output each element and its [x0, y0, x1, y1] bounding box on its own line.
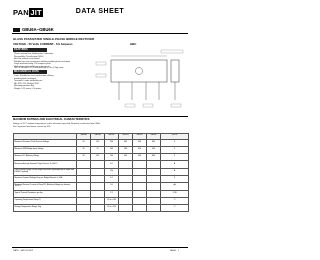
value-cell — [77, 175, 91, 182]
feature-item: Surge overload rating: 150 amperes peak — [14, 63, 51, 66]
value-cell — [91, 175, 105, 182]
package-outline-drawing — [91, 48, 187, 116]
parameter-cell: Maximum Forward Voltage Drop per Bridge Element at 3.0A — [14, 175, 77, 182]
parameter-cell: Operating Temperature Range Tj — [14, 197, 77, 204]
table-row — [14, 190, 189, 197]
parameter-cell: Maximum DC Blocking Voltage — [14, 154, 77, 161]
value-cell: 420 — [133, 146, 147, 153]
value-cell — [91, 190, 105, 197]
unit-cell: A — [161, 161, 189, 168]
note-line: Ratings at 25°C ambient temperature unless otherwise specified. Resistive or inductive load, 60Hz. — [13, 123, 101, 125]
value-cell: 400 — [119, 139, 133, 146]
logo-text: PAN — [13, 8, 29, 17]
value-cell — [133, 197, 147, 204]
table-row — [14, 161, 189, 168]
part-number-row — [13, 27, 54, 32]
value-cell: 280 — [119, 146, 133, 153]
parameter-cell: Typical Thermal Resistance per leg — [14, 190, 77, 197]
table-row — [14, 154, 189, 161]
table-row — [14, 168, 189, 175]
footer-page: PAGE . 1 — [170, 250, 179, 252]
value-cell: 2.2 — [105, 190, 119, 197]
divider — [12, 116, 188, 117]
value-cell — [77, 205, 91, 212]
value-cell: 100 — [91, 154, 105, 161]
parameter-cell: Storage Temperature Range Tstg — [14, 205, 77, 212]
column-header: UNITS — [161, 134, 189, 140]
footer-divider — [12, 247, 188, 248]
value-cell — [133, 161, 147, 168]
table-row — [14, 175, 189, 182]
ratings-note — [13, 123, 101, 128]
subheading: GLASS PASSIVATED SINGLE-PHASE BRIDGE RECTIFIER — [13, 37, 95, 41]
value-cell — [147, 183, 161, 190]
value-cell: 600 — [133, 139, 147, 146]
package-body-side — [171, 60, 179, 82]
value-cell: 150 — [105, 168, 119, 175]
unit-cell: V — [161, 139, 189, 146]
value-cell — [119, 190, 133, 197]
column-header: GBU6K — [147, 134, 161, 140]
value-cell — [77, 190, 91, 197]
parameter-cell: Maximum Reverse Current at Rated DC Blocking Voltage per element Tj=25°C — [14, 183, 77, 190]
feature-item: Flammability Classification 94V-0 — [14, 55, 44, 58]
part-range: GBU6A~GBU6K — [22, 27, 54, 32]
value-cell: 800 — [147, 154, 161, 161]
column-header: GBU6A — [77, 134, 91, 140]
mechanical-item: Terminals: Leads solderable per — [14, 80, 43, 83]
package-body-front — [111, 60, 167, 82]
package-label: GBU — [130, 42, 137, 46]
table-row — [14, 146, 189, 153]
table-row — [14, 197, 189, 204]
value-cell — [91, 197, 105, 204]
parameter-cell: Maximum RMS Bridge Input Voltage — [14, 146, 77, 153]
value-cell: 100 — [91, 139, 105, 146]
unit-cell: V — [161, 154, 189, 161]
value-cell — [77, 168, 91, 175]
parameter-cell: Maximum Average Forward Output Current, Tc=100°C — [14, 161, 77, 168]
value-cell — [147, 161, 161, 168]
value-cell: 200 — [105, 154, 119, 161]
unit-cell: μA — [161, 183, 189, 190]
mechanical-heading: MECHANICAL DATA — [13, 70, 47, 74]
logo-box-text: JIT — [30, 8, 42, 17]
value-cell — [147, 175, 161, 182]
value-cell: 800 — [147, 139, 161, 146]
value-cell — [133, 175, 147, 182]
unit-cell: °C — [161, 197, 189, 204]
value-cell: 1.0 — [105, 175, 119, 182]
value-cell — [77, 161, 91, 168]
value-cell: 6.0 — [105, 161, 119, 168]
value-cell — [147, 205, 161, 212]
mechanical-item: Weight: 0.15 ounce, 4.0 grams — [14, 88, 42, 90]
value-cell: 70 — [91, 146, 105, 153]
feature-item: Reliable low cost construction utilizing molded plastic technique — [14, 60, 71, 63]
table-row — [14, 139, 189, 146]
value-cell: 50 — [77, 154, 91, 161]
unit-cell: °C — [161, 205, 189, 212]
parameter-cell: Peak Forward Surge Current single sine-wave superimposed on rated load (JEDEC method) — [14, 168, 77, 175]
specifications-table — [13, 133, 189, 212]
value-cell — [91, 183, 105, 190]
value-cell — [119, 161, 133, 168]
table-row — [14, 205, 189, 212]
feature-item: 260°C/10 seconds/0.375" (9.5mm) lead length at 5 lbs. (2.3kg) tension — [14, 68, 64, 70]
voltage-current-line: VOLTAGE - 50 Volts CURRENT - 6.0 Amperes — [13, 42, 73, 46]
value-cell — [119, 168, 133, 175]
column-header: GBU6J — [133, 134, 147, 140]
value-cell — [133, 183, 147, 190]
part-bar-icon — [13, 28, 20, 32]
column-header: GBU6G — [119, 134, 133, 140]
value-cell — [147, 168, 161, 175]
parameter-cell: Maximum Recurrent Peak Reverse Voltage — [14, 139, 77, 146]
unit-cell: °C/W — [161, 190, 189, 197]
value-cell — [119, 197, 133, 204]
value-cell — [91, 205, 105, 212]
value-cell: 600 — [133, 154, 147, 161]
value-cell — [91, 161, 105, 168]
mechanical-item: molded plastic technique — [14, 77, 37, 80]
value-cell — [91, 168, 105, 175]
mounting-hole-icon — [136, 68, 143, 75]
ratings-heading: MAXIMUM RATINGS AND ELECTRICAL CHARACTERISTICS — [13, 118, 90, 121]
value-cell: 50 — [77, 139, 91, 146]
value-cell: -55 to +150 — [105, 197, 119, 204]
feature-item: Plastic material has Underwriters Laboratory — [14, 53, 54, 55]
value-cell — [119, 175, 133, 182]
mechanical-item: Case: Reliable low cost construction utilizing — [14, 75, 54, 77]
page-title: DATA SHEET — [75, 8, 125, 15]
note-line: For Capacitive load derate current by 20%. — [13, 125, 52, 128]
unit-cell: V — [161, 175, 189, 182]
divider — [12, 33, 188, 34]
features-heading: FEATURES — [13, 48, 47, 52]
value-cell — [133, 168, 147, 175]
value-cell — [133, 205, 147, 212]
value-cell — [147, 190, 161, 197]
value-cell: 140 — [105, 146, 119, 153]
value-cell: 400 — [119, 154, 133, 161]
value-cell: 35 — [77, 146, 91, 153]
unit-cell: V — [161, 146, 189, 153]
feature-item: Ideal for printed circuit board — [14, 58, 40, 61]
table-row — [14, 183, 189, 190]
value-cell — [119, 205, 133, 212]
value-cell: 200 — [105, 139, 119, 146]
mechanical-item: Mounting position: Any — [14, 85, 35, 88]
value-cell: -55 to +150 — [105, 205, 119, 212]
value-cell — [77, 197, 91, 204]
value-cell: 560 — [147, 146, 161, 153]
value-cell: 5.0 — [105, 183, 119, 190]
value-cell — [119, 183, 133, 190]
mechanical-item: MIL-STD-750, Method 2026 — [14, 82, 39, 85]
unit-cell: A — [161, 168, 189, 175]
value-cell — [147, 197, 161, 204]
feature-item: High temperature soldering guaranteed: — [14, 66, 50, 68]
column-header: GBU6D — [105, 134, 119, 140]
column-header: GBU6B — [91, 134, 105, 140]
footer-date: DATE : SEP.03.2002 — [13, 250, 34, 252]
value-cell — [133, 190, 147, 197]
value-cell — [77, 183, 91, 190]
